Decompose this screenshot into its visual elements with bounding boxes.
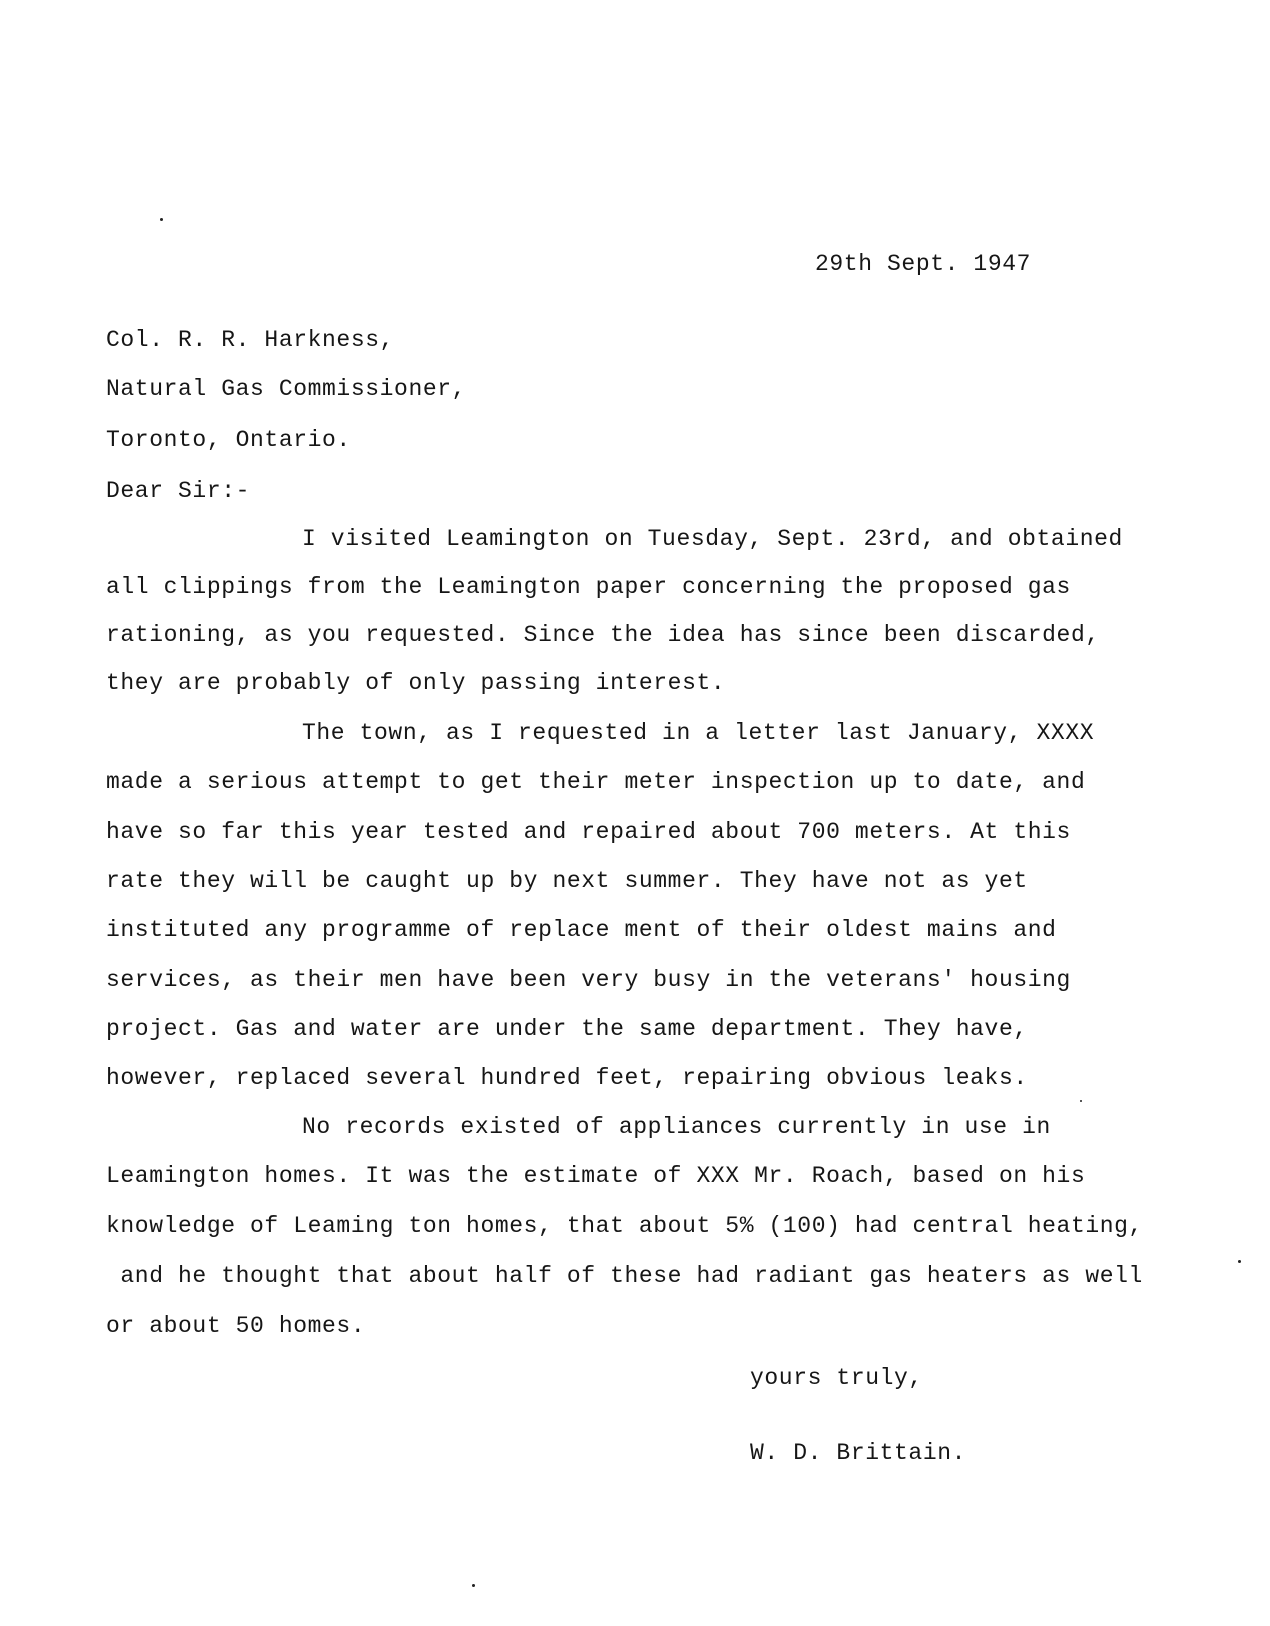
- paragraph-1-line-3: rationing, as you requested. Since the idea has since been discarded,: [106, 622, 1100, 648]
- salutation: Dear Sir:-: [106, 478, 251, 504]
- recipient-location: Toronto, Ontario.: [106, 427, 351, 453]
- paragraph-2-line-4: rate they will be caught up by next summer. They have not as yet: [106, 868, 1028, 894]
- paragraph-3-line-4: and he thought that about half of these had radiant gas heaters as well: [106, 1263, 1143, 1289]
- paragraph-3-line-2: Leamington homes. It was the estimate of XXX Mr. Roach, based on his: [106, 1163, 1086, 1189]
- paragraph-2-line-1: The town, as I requested in a letter last January, XXXX: [302, 720, 1095, 746]
- paragraph-3-line-5: or about 50 homes.: [106, 1313, 366, 1339]
- paragraph-2-line-8: however, replaced several hundred feet, repairing obvious leaks.: [106, 1065, 1028, 1091]
- paragraph-2-line-3: have so far this year tested and repaired about 700 meters. At this: [106, 819, 1071, 845]
- scan-speck: [1238, 1260, 1241, 1263]
- paragraph-1-line-1: I visited Leamington on Tuesday, Sept. 23rd, and obtained: [302, 526, 1123, 552]
- paragraph-3-line-3: knowledge of Leaming ton homes, that about 5% (100) had central heating,: [106, 1213, 1143, 1239]
- scan-speck: [160, 218, 163, 221]
- paragraph-2-line-2: made a serious attempt to get their meter inspection up to date, and: [106, 769, 1086, 795]
- signature: W. D. Brittain.: [750, 1440, 967, 1466]
- paragraph-2-line-5: instituted any programme of replace ment of their oldest mains and: [106, 917, 1057, 943]
- closing: yours truly,: [750, 1365, 923, 1391]
- paragraph-2-line-7: project. Gas and water are under the same department. They have,: [106, 1016, 1028, 1042]
- scan-speck: [1080, 1100, 1082, 1102]
- recipient-title: Natural Gas Commissioner,: [106, 376, 467, 402]
- scan-speck: [472, 1584, 475, 1587]
- recipient-name: Col. R. R. Harkness,: [106, 327, 395, 353]
- paragraph-1-line-2: all clippings from the Leamington paper concerning the proposed gas: [106, 574, 1071, 600]
- paragraph-1-line-4: they are probably of only passing interest.: [106, 670, 726, 696]
- paragraph-3-line-1: No records existed of appliances currently in use in: [302, 1114, 1051, 1140]
- letter-date: 29th Sept. 1947: [815, 251, 1032, 277]
- paragraph-2-line-6: services, as their men have been very busy in the veterans' housing: [106, 967, 1071, 993]
